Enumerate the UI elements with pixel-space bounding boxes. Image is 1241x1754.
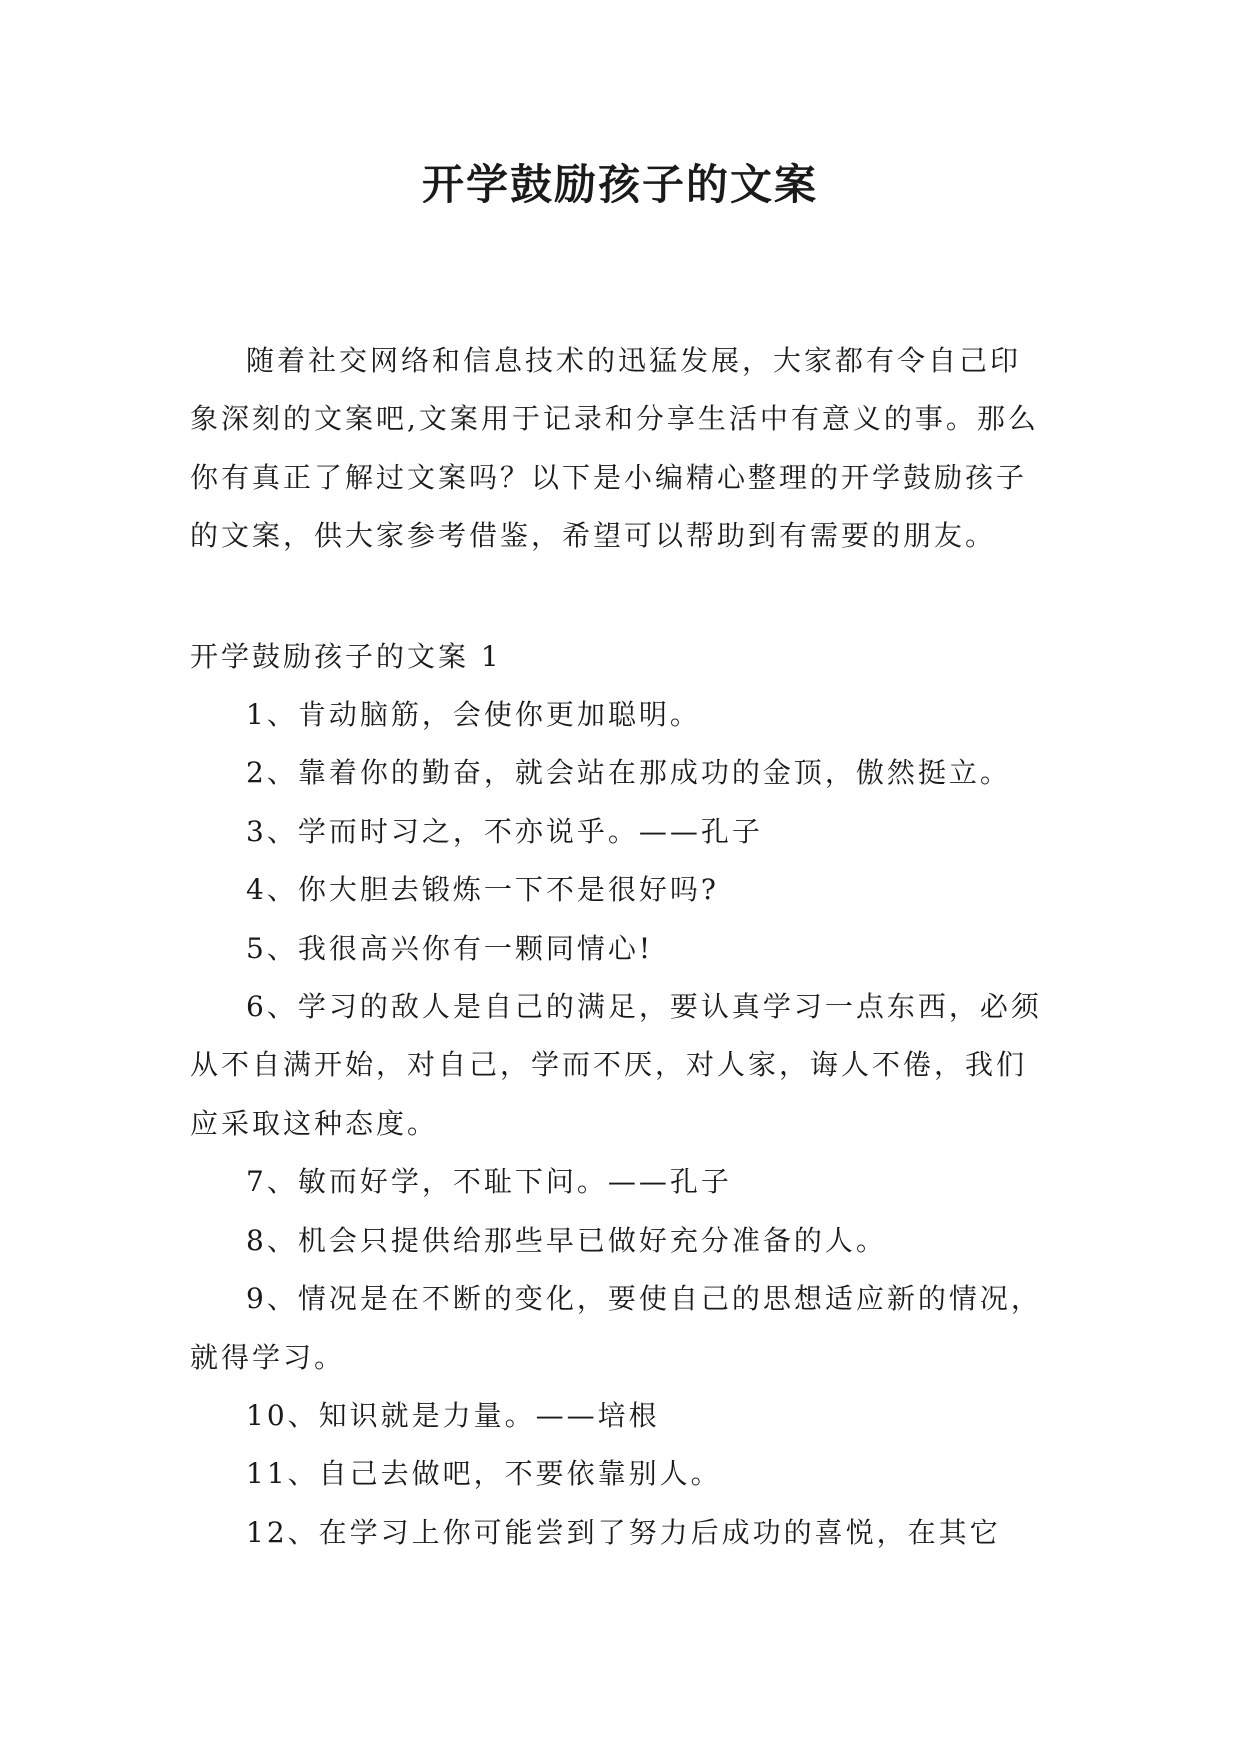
list-item: 4、你大胆去锻炼一下不是很好吗? xyxy=(246,873,719,907)
list-item: 9、情况是在不断的变化，要使自己的思想适应新的情况，就得学习。 xyxy=(190,1282,1042,1374)
list-item: 10、知识就是力量。——培根 xyxy=(246,1398,660,1432)
list-item: 8、机会只提供给那些早已做好充分准备的人。 xyxy=(246,1223,887,1257)
list-item: 11、自己去做吧，不要依靠别人。 xyxy=(246,1457,722,1491)
quote-list xyxy=(190,686,1050,1562)
section-heading: 开学鼓励孩子的文案 1 xyxy=(190,639,502,673)
document-page xyxy=(190,140,1050,1562)
list-item: 6、学习的敌人是自己的满足，要认真学习一点东西，必须从不自满开始，对自己，学而不厌，对人家，诲人不倦，我们应采取这种态度。 xyxy=(190,990,1042,1140)
list-item: 3、学而时习之，不亦说乎。——孔子 xyxy=(246,814,763,848)
list-item: 5、我很高兴你有一颗同情心! xyxy=(246,931,654,965)
list-item: 12、在学习上你可能尝到了努力后成功的喜悦，在其它 xyxy=(246,1515,1001,1549)
list-item: 1、肯动脑筋，会使你更加聪明。 xyxy=(246,698,701,732)
list-item: 2、靠着你的勤奋，就会站在那成功的金顶，傲然挺立。 xyxy=(246,756,1011,790)
intro-paragraph: 随着社交网络和信息技术的迅猛发展，大家都有令自己印象深刻的文案吧,文案用于记录和分享生活中有意义的事。那么你有真正了解过文案吗？以下是小编精心整理的开学鼓励孩子的文案，供大家参考借鉴，希望可以帮助到有需要的朋友。 xyxy=(190,344,1039,553)
list-item: 7、敏而好学，不耻下问。——孔子 xyxy=(246,1165,732,1199)
document-title: 开学鼓励孩子的文案 xyxy=(421,160,818,209)
